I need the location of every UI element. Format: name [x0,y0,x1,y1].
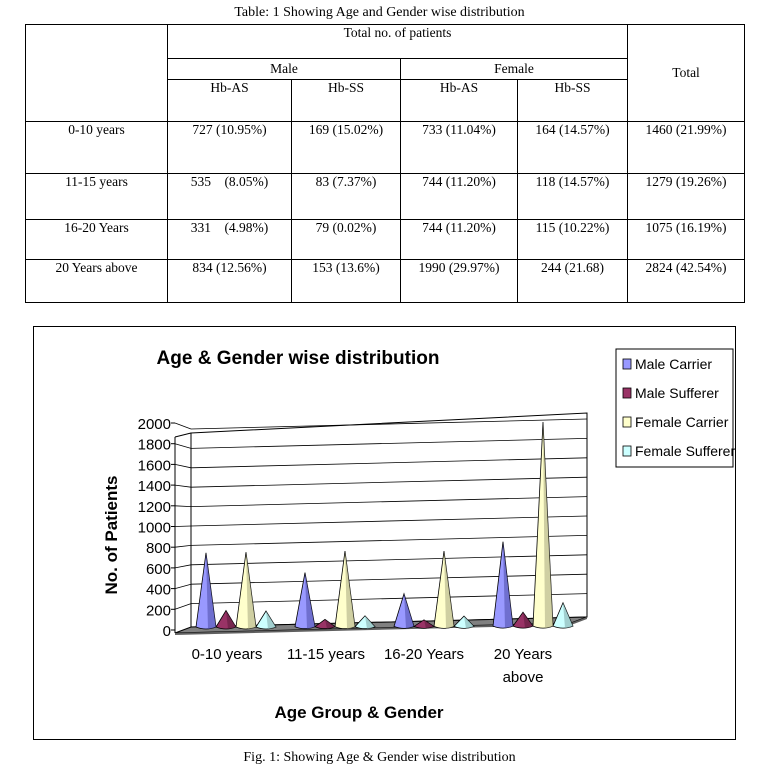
y-axis-label: No. of Patients [102,475,121,595]
table-cell: 1075 (16.19%) [628,220,745,260]
y-tick-label: 200 [145,602,171,620]
y-tick-label: 1400 [137,478,171,496]
x-tick-label: 16-20 Years [383,646,465,663]
y-tick-label: 2000 [137,416,171,433]
table-row [26,220,745,260]
x-tick-label: 11-15 years [286,646,366,663]
gridline-diag [175,604,191,610]
gridline-diag [175,565,191,568]
figure-caption: Fig. 1: Showing Age & Gender wise distribution [243,750,516,765]
header-total-patients: Total no. of patients [168,25,628,59]
y-tick-label: 0 [162,623,171,640]
table-cell: 331 (4.98%) [168,220,292,260]
y-tick-label: 400 [145,581,171,599]
legend-label: Male Carrier [635,356,713,372]
gridline-diag [175,464,191,467]
subheader-female-hbas: Hb-AS [401,80,518,122]
table-cell: 744 (11.20%) [401,220,518,260]
table-cell: 2824 (42.54%) [628,260,745,303]
row-label: 20 Years above [26,260,168,303]
legend-swatch [623,446,631,456]
header-total: Total [628,25,745,122]
x-axis-labels [192,646,553,686]
gridline-diag [175,584,191,588]
chart-title: Age & Gender wise distribution [156,348,440,369]
table-cell: 733 (11.04%) [401,122,518,174]
table-cell: 1460 (21.99%) [628,122,745,174]
y-axis-top-edge [175,433,191,437]
y-tick-label: 1000 [137,519,171,537]
subheader-female-hbss: Hb-SS [518,80,628,122]
table-cell: 834 (12.56%) [168,260,292,303]
table-cell: 1990 (29.97%) [401,260,518,303]
legend-label: Male Sufferer [635,385,719,401]
gridline-diag [175,485,191,487]
table-cell: 169 (15.02%) [292,122,401,174]
table-cell: 244 (21.68) [518,260,628,303]
subheader-male-hbss: Hb-SS [292,80,401,122]
gridline-diag [175,545,191,547]
table-row [26,260,745,303]
header-male: Male [168,59,401,80]
table-cell: 744 (11.20%) [401,174,518,220]
legend-swatch [623,388,631,398]
row-label: 0-10 years [26,122,168,174]
table-cell: 1279 (19.26%) [628,174,745,220]
distribution-chart [34,327,735,739]
table-cell: 118 (14.57%) [518,174,628,220]
gridline-diag [175,444,191,449]
y-axis-ticks [138,416,175,640]
row-label: 11-15 years [26,174,168,220]
table-cell: 83 (7.37%) [292,174,401,220]
header-female: Female [401,59,628,80]
table-cell: 115 (10.22%) [518,220,628,260]
legend-label: Female Sufferer [635,443,735,459]
legend-swatch [623,359,631,369]
row-label: 16-20 Years [26,220,168,260]
x-tick-label: 20 Years above [493,646,553,686]
table-cell: 164 (14.57%) [518,122,628,174]
legend-swatch [623,417,631,427]
legend-label: Female Carrier [635,414,729,430]
gridline-diag [175,506,191,507]
gridline-diag [175,526,191,527]
y-tick-label: 1200 [137,498,171,516]
gridline-diag [175,423,191,429]
table-row [26,174,745,220]
chart-frame [33,326,736,740]
y-tick-label: 1800 [137,436,171,454]
x-axis-label: Age Group & Gender [274,703,444,722]
y-tick-label: 600 [145,560,171,578]
table-cell: 79 (0.02%) [292,220,401,260]
subheader-male-hbas: Hb-AS [168,80,292,122]
y-tick-label: 800 [145,540,171,558]
table-row [26,122,745,174]
distribution-table [25,24,745,303]
table-cell: 727 (10.95%) [168,122,292,174]
x-tick-label: 0-10 years [191,646,263,663]
table-cell: 153 (13.6%) [292,260,401,303]
table-caption: Table: 1 Showing Age and Gender wise distribution [234,5,525,20]
table-corner-cell [26,25,168,122]
y-tick-label: 1600 [137,457,171,475]
table-cell: 535 (8.05%) [168,174,292,220]
